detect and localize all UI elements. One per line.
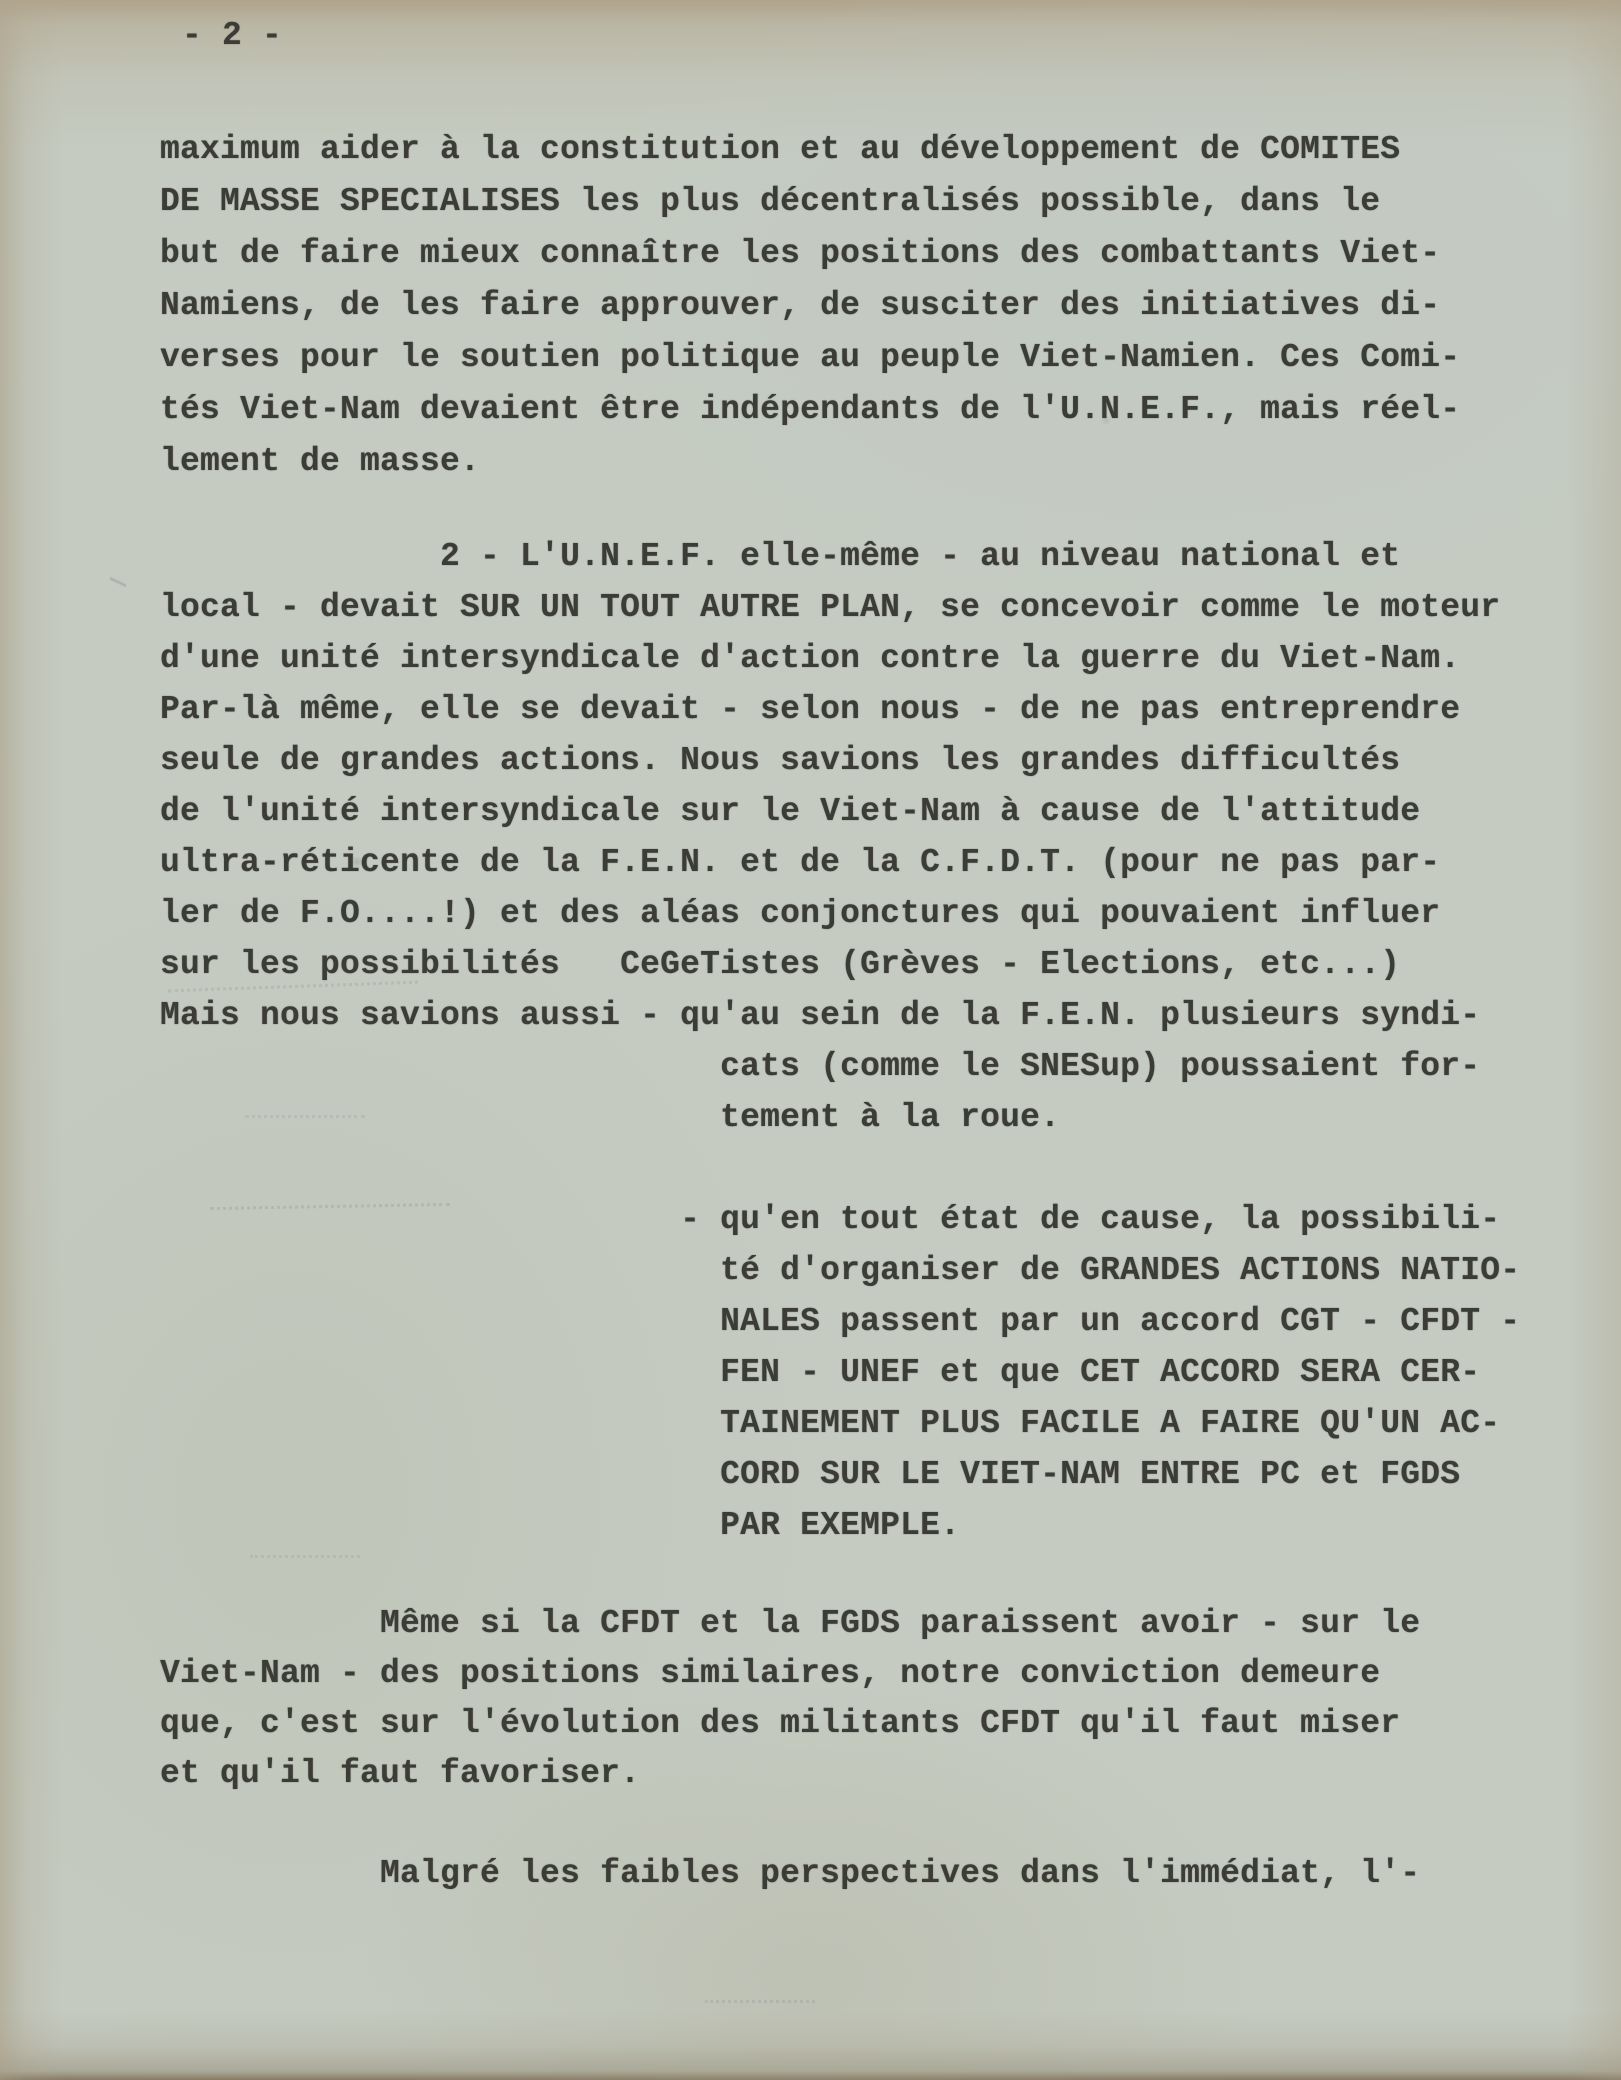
text-line: lement de masse. bbox=[160, 443, 481, 480]
text-line: tement à la roue. bbox=[160, 1099, 1061, 1136]
scan-smudge bbox=[110, 565, 126, 599]
text-line: CORD SUR LE VIET-NAM ENTRE PC et FGDS bbox=[160, 1456, 1461, 1493]
text-line: Par-là même, elle se devait - selon nous - de ne pas entreprendre bbox=[160, 691, 1461, 728]
scan-smudge bbox=[250, 1555, 360, 1558]
text-line: TAINEMENT PLUS FACILE A FAIRE QU'UN AC- bbox=[160, 1405, 1501, 1442]
text-line: cats (comme le SNESup) poussaient for- bbox=[160, 1048, 1481, 1085]
text-line: - qu'en tout état de cause, la possibili- bbox=[160, 1201, 1501, 1238]
text-line: maximum aider à la constitution et au développement de COMITES bbox=[160, 131, 1401, 168]
text-line: d'une unité intersyndicale d'action contre la guerre du Viet-Nam. bbox=[160, 640, 1461, 677]
text-line: que, c'est sur l'évolution des militants CFDT qu'il faut miser bbox=[160, 1705, 1401, 1742]
text-line: tés Viet-Nam devaient être indépendants de l'U.N.E.F., mais réel- bbox=[160, 391, 1461, 428]
text-line: NALES passent par un accord CGT - CFDT - bbox=[160, 1303, 1521, 1340]
paragraph-grandes-actions-nationales bbox=[160, 1194, 1520, 1551]
paragraph-cfdt-fgds bbox=[160, 1599, 1420, 1799]
text-line: PAR EXEMPLE. bbox=[160, 1507, 961, 1544]
text-line: Namiens, de les faire approuver, de susciter des initiatives di- bbox=[160, 287, 1441, 324]
text-line: de l'unité intersyndicale sur le Viet-Nam à cause de l'attitude bbox=[160, 793, 1421, 830]
text-line: Viet-Nam - des positions similaires, notre conviction demeure bbox=[160, 1655, 1381, 1692]
text-line: verses pour le soutien politique au peuple Viet-Namien. Ces Comi- bbox=[160, 339, 1461, 376]
text-line: et qu'il faut favoriser. bbox=[160, 1755, 641, 1792]
paragraph-comites-de-masse bbox=[160, 124, 1460, 488]
text-line: local - devait SUR UN TOUT AUTRE PLAN, se concevoir comme le moteur bbox=[160, 589, 1501, 626]
text-line: 2 - L'U.N.E.F. elle-même - au niveau national et bbox=[160, 538, 1401, 575]
text-line: Même si la CFDT et la FGDS paraissent avoir - sur le bbox=[160, 1605, 1421, 1642]
text-line: but de faire mieux connaître les positions des combattants Viet- bbox=[160, 235, 1441, 272]
text-line: seule de grandes actions. Nous savions les grandes difficultés bbox=[160, 742, 1401, 779]
paragraph-unef-intersyndicale bbox=[160, 531, 1500, 1143]
text-line: Mais nous savions aussi - qu'au sein de la F.E.N. plusieurs syndi- bbox=[160, 997, 1481, 1034]
text-line: Malgré les faibles perspectives dans l'immédiat, l'- bbox=[160, 1855, 1421, 1892]
text-line: té d'organiser de GRANDES ACTIONS NATIO- bbox=[160, 1252, 1521, 1289]
page-number: - 2 - bbox=[182, 17, 283, 54]
text-line: DE MASSE SPECIALISES les plus décentralisés possible, dans le bbox=[160, 183, 1381, 220]
text-line: ler de F.O....!) et des aléas conjonctures qui pouvaient influer bbox=[160, 895, 1441, 932]
paragraph-malgre-perspectives bbox=[160, 1849, 1420, 1899]
text-line: sur les possibilités CeGeTistes (Grèves - Elections, etc...) bbox=[160, 946, 1401, 983]
scan-smudge bbox=[705, 2000, 815, 2003]
text-line: FEN - UNEF et que CET ACCORD SERA CER- bbox=[160, 1354, 1481, 1391]
text-line: ultra-réticente de la F.E.N. et de la C.F.D.T. (pour ne pas par- bbox=[160, 844, 1441, 881]
